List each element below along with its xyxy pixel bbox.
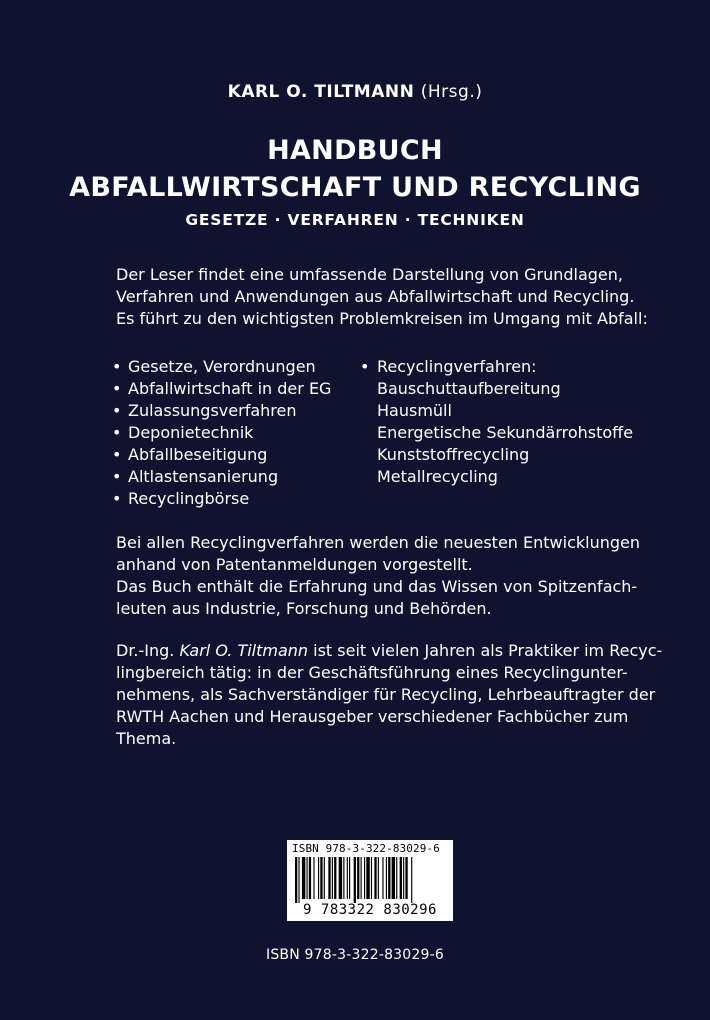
- bullet-icon: •: [112, 357, 122, 376]
- topics-list-left: [112, 356, 331, 510]
- bullet-icon: •: [112, 489, 122, 508]
- bio-line: lingbereich tätig: in der Geschäftsführung eines Recyclingunter-: [116, 663, 628, 682]
- bio-line: [116, 640, 663, 662]
- paragraph-line: Das Buch enthält die Erfahrung und das Wissen von Spitzenfach-: [116, 577, 638, 596]
- barcode-bar: [309, 857, 311, 899]
- list-item-label: Zulassungsverfahren: [128, 401, 297, 420]
- barcode-bar: [339, 857, 342, 899]
- barcode-bar: [320, 857, 322, 899]
- list-item: [112, 466, 331, 488]
- bio-prefix: Dr.-Ing.: [116, 641, 180, 660]
- list-subitem: Metallrecycling: [377, 467, 498, 486]
- barcode-bar: [343, 857, 344, 899]
- editor-name: KARL O. TILTMANN: [227, 82, 415, 102]
- barcode-bar: [405, 857, 407, 899]
- intro-line: Verfahren und Anwendungen aus Abfallwirtschaft und Recycling.: [116, 287, 635, 306]
- barcode: [287, 840, 453, 921]
- barcode-bar: [328, 857, 330, 899]
- barcode-bar: [400, 857, 402, 899]
- list-subitem: Hausmüll: [377, 401, 452, 420]
- title-line-1: HANDBUCH: [267, 135, 443, 166]
- paragraph-line: leuten aus Industrie, Forschung und Behörden.: [116, 599, 492, 618]
- list-item: [112, 444, 331, 466]
- topics-list-right: [360, 356, 633, 488]
- editor-role: (Hrsg.): [420, 82, 483, 102]
- bio-line: nehmens, als Sachverständiger für Recycling, Lehrbeauftragter der: [116, 685, 656, 704]
- paragraph-line: anhand von Patentanmeldungen vorgestellt.: [116, 555, 473, 574]
- list-item-label: Abfallwirtschaft in der EG: [128, 379, 332, 398]
- barcode-isbn-label: ISBN 978-3-322-83029-6: [292, 842, 440, 855]
- list-item: [112, 488, 331, 510]
- barcode-bar: [392, 857, 395, 899]
- bullet-icon: •: [112, 379, 122, 398]
- barcode-bar: [388, 857, 390, 899]
- barcode-bar: [347, 857, 348, 899]
- list-item: [112, 378, 331, 400]
- list-item: [112, 356, 331, 378]
- barcode-bar: [349, 857, 350, 899]
- list-item-label: Gesetze, Verordnungen: [128, 357, 316, 376]
- barcode-bar: [298, 857, 299, 903]
- barcode-bar: [334, 857, 336, 899]
- bio-line: RWTH Aachen und Herausgeber verschiedener Fachbücher zum: [116, 707, 629, 726]
- barcode-bar: [307, 857, 308, 899]
- intro-paragraph: [116, 264, 648, 330]
- barcode-bars-icon: [295, 857, 445, 903]
- bio-line: Thema.: [116, 729, 177, 748]
- barcode-bar: [382, 857, 383, 899]
- list-item: [112, 422, 331, 444]
- subtitle: GESETZE · VERFAHREN · TECHNIKEN: [185, 211, 525, 229]
- barcode-bar: [374, 857, 376, 899]
- list-subitem: Energetische Sekundärrohstoffe: [377, 423, 634, 442]
- barcode-bar: [364, 857, 365, 899]
- intro-line: Der Leser findet eine umfassende Darstellung von Grundlagen,: [116, 265, 623, 284]
- barcode-bar: [313, 857, 314, 899]
- editor-line: [0, 82, 710, 102]
- barcode-bar: [378, 857, 379, 899]
- list-item-label: Recyclingbörse: [128, 489, 250, 508]
- bullet-icon: •: [112, 467, 122, 486]
- bullet-icon: •: [360, 357, 370, 376]
- list-item: [112, 400, 331, 422]
- barcode-bar: [302, 857, 305, 899]
- intro-line: Es führt zu den wichtigsten Problemkreisen im Umgang mit Abfall:: [116, 309, 648, 328]
- author-name: Karl O. Tiltmann: [179, 641, 309, 660]
- list-item-label: Altlastensanierung: [128, 467, 279, 486]
- barcode-bar: [411, 857, 412, 903]
- barcode-bar: [332, 857, 333, 899]
- list-item: [360, 356, 633, 378]
- barcode-bar: [324, 857, 325, 899]
- barcode-bar: [295, 857, 297, 903]
- bullet-icon: •: [112, 423, 122, 442]
- bio-line-rest: ist seit vielen Jahren als Praktiker im Recyc-: [308, 641, 663, 660]
- recycling-paragraph: [116, 532, 640, 620]
- barcode-bar: [354, 857, 356, 903]
- barcode-bar: [386, 857, 387, 899]
- barcode-bar: [366, 857, 369, 899]
- barcode-bar: [396, 857, 397, 899]
- list-item-label: Deponietechnik: [128, 423, 254, 442]
- paragraph-line: Bei allen Recyclingverfahren werden die neuesten Entwicklungen: [116, 533, 640, 552]
- author-bio: [116, 640, 663, 750]
- isbn-footer: ISBN 978-3-322-83029-6: [266, 947, 444, 963]
- list-item-label: Abfallbeseitigung: [128, 445, 268, 464]
- list-subitem: Kunststoffrecycling: [377, 445, 530, 464]
- barcode-bar: [371, 857, 372, 899]
- list-subitem: Bauschuttaufbereitung: [377, 379, 561, 398]
- barcode-digits: 9 783322 830296: [303, 902, 437, 918]
- bullet-icon: •: [112, 445, 122, 464]
- barcode-bar: [357, 857, 359, 899]
- barcode-bar: [318, 857, 319, 899]
- barcode-bar: [361, 857, 362, 899]
- title-line-2: ABFALLWIRTSCHAFT UND RECYCLING: [69, 172, 641, 203]
- bullet-icon: •: [112, 401, 122, 420]
- list-item-label: Recyclingverfahren:: [377, 357, 537, 376]
- barcode-bar: [403, 857, 404, 899]
